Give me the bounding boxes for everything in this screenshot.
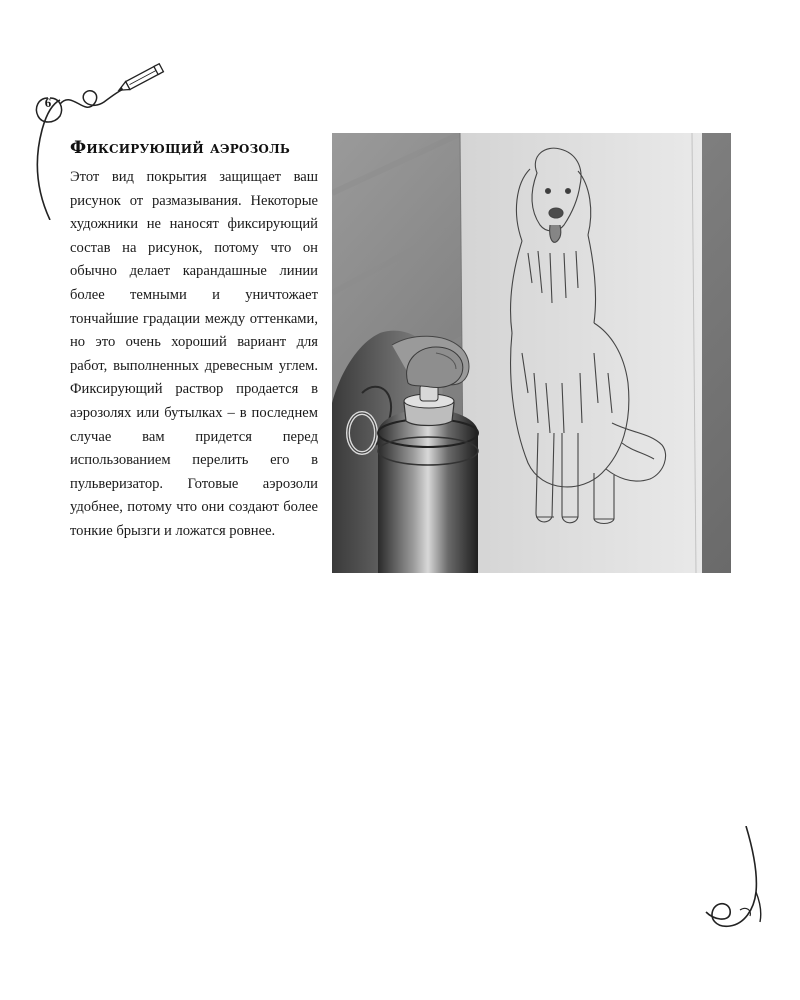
swirl-ornament-icon <box>700 826 770 931</box>
photo-illustration <box>332 133 731 573</box>
section-body-text: Этот вид покрытия защищает ваш рисунок от размазывания. Некоторые художники не наносят фиксирующий состав на рисунок, потому что он обычно делает карандашные линии более темными и уничтожает тончайшие градации между оттенками, но это очень хороший вариант для работ, выполненных древесным углем. Фиксирующий раствор продается в аэрозолях или бутылках – в последнем случае вам придется перед использованием перелить его в пульверизатор. Готовые аэрозоли удобнее, потому что они создают более тонкие брызги и ложатся ровнее. <box>70 169 318 539</box>
page-number: 6 <box>44 95 52 110</box>
section-title: Фиксирующий аэрозоль <box>70 138 291 158</box>
fixative-spray-photo <box>332 133 731 573</box>
